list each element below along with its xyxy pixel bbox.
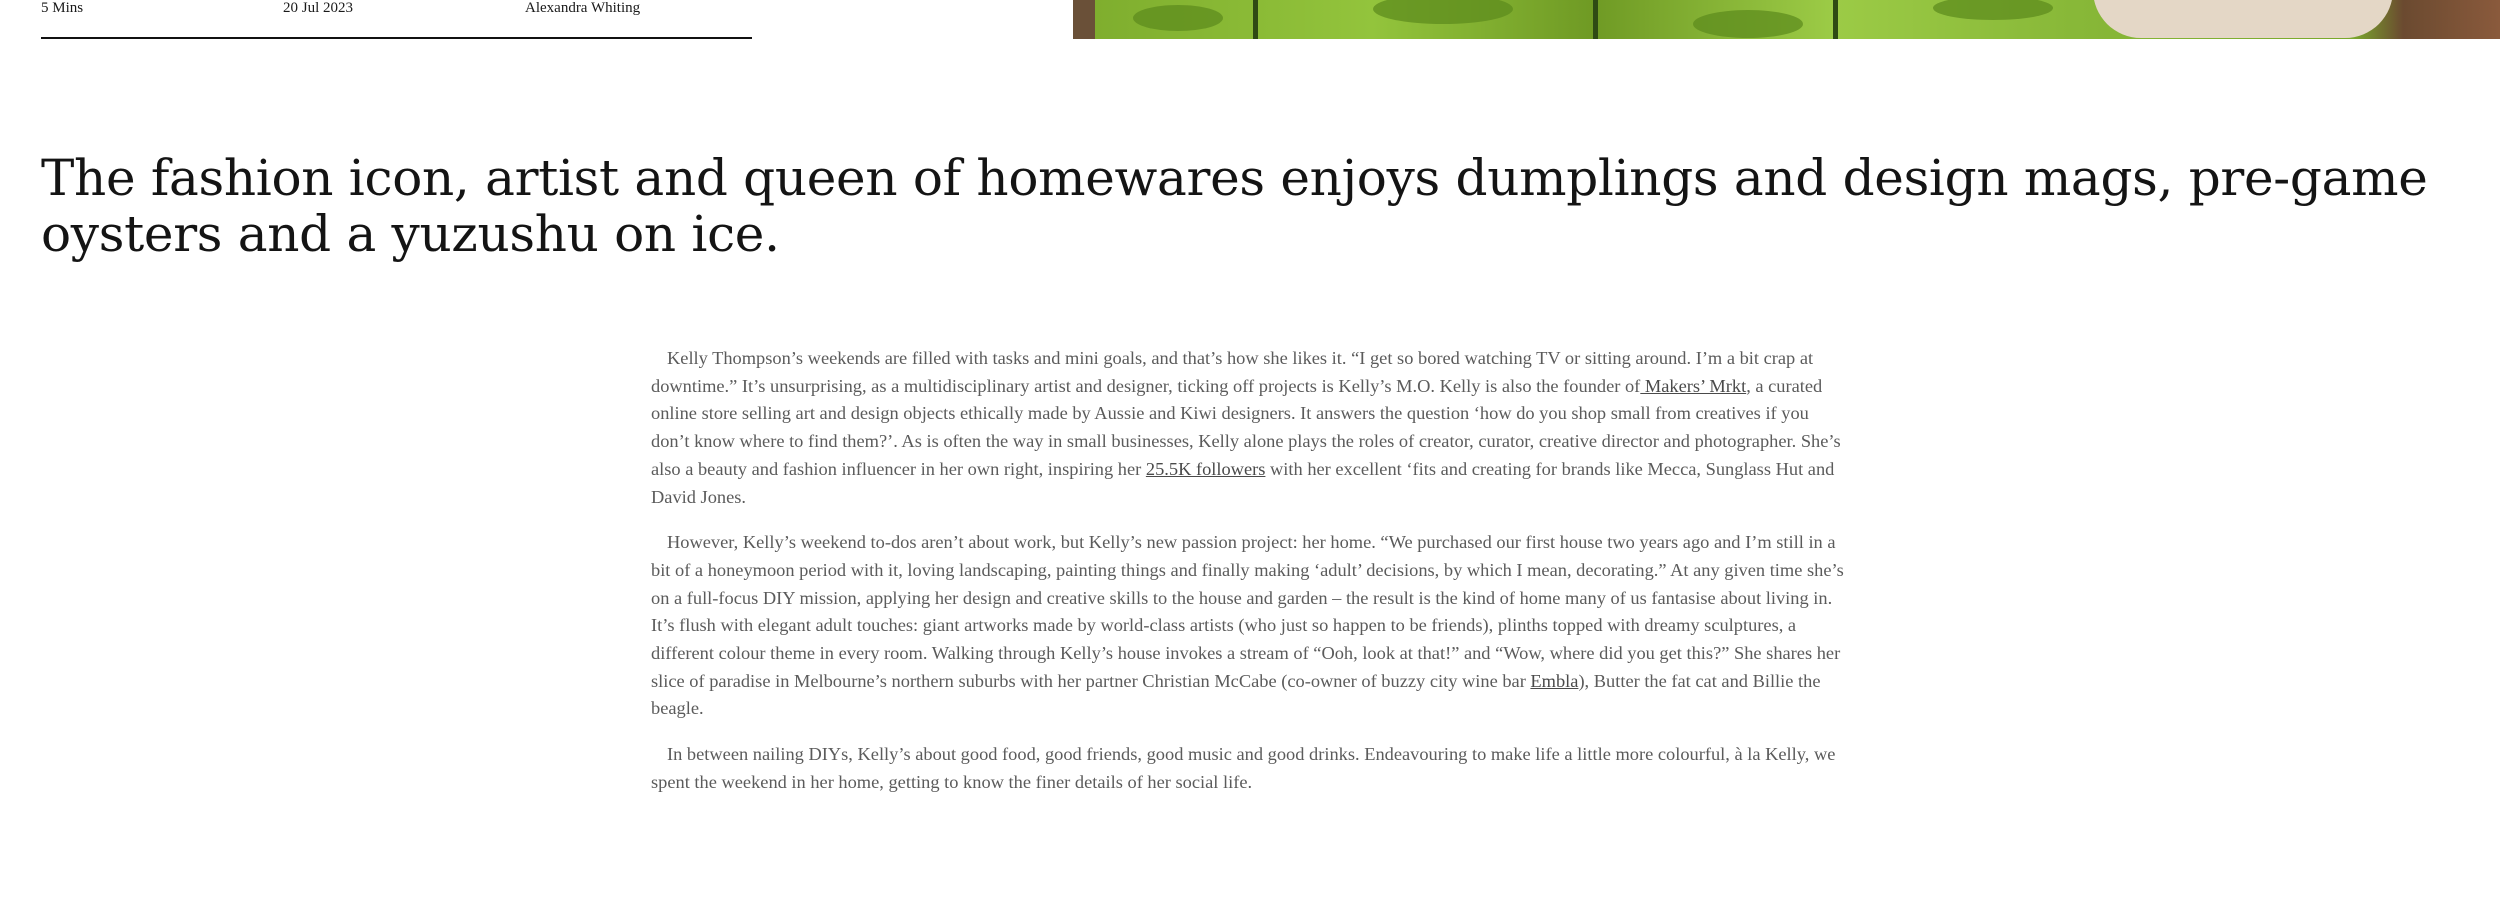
hero-image-detail — [1833, 0, 1838, 39]
hero-image-detail — [1593, 0, 1598, 39]
author-name: Alexandra Whiting — [525, 0, 641, 16]
hero-image-detail — [1373, 0, 1513, 24]
paragraph-text: However, Kelly’s weekend to-dos aren’t about work, but Kelly’s new passion project: her home. “We purchased our first house two years ago and I’m still in a bit of a honeymoon period with it, loving landscaping, painting things and finally making ‘adult’ decisions, by which I mean, decorating.” At any given time she’s on a full-focus DIY mission, applying her design and creative skills to the house and garden – the result is the kind of home many of us fantasise about living in. It’s flush with elegant adult touches: giant artworks made by world-class artists (who just so happen to be friends), plinths topped with dreamy sculptures, a different colour theme in every room. Walking through Kelly’s house invokes a stream of “Ooh, look at that!” and “Wow, where did you get this?” She shares her slice of paradise in Melbourne’s northern suburbs with her partner Christian McCabe (co-owner of buzzy city wine bar — [651, 532, 1844, 691]
makers-mrkt-link[interactable]: Makers’ Mrkt — [1640, 375, 1747, 396]
article-headline: The fashion icon, artist and queen of homewares enjoys dumplings and design mags, pre-game oysters and a yuzushu on ice. — [41, 149, 2428, 263]
publish-date: 20 Jul 2023 — [283, 0, 354, 16]
hero-image-detail — [1133, 5, 1223, 31]
article-meta-row — [41, 0, 752, 39]
article-paragraph: In between nailing DIYs, Kelly’s about good food, good friends, good music and good drinks. Endeavouring to make life a little more colourful, à la Kelly, we spent the weekend in her home, getting to know the finer details of her social life. — [651, 744, 1836, 792]
article-paragraph — [651, 529, 1849, 723]
paragraph-text: , a curated online store selling art and design objects ethically made by Aussie and Kiwi designers. It answers the question ‘how do you shop small from creatives if you don’t know where to find them?’. As is often the way in small businesses, Kelly alone plays the roles of creator, curator, creative director and photographer. She’s also a beauty and fashion influencer in her own right, inspiring her — [651, 375, 1841, 479]
hero-image-detail — [1253, 0, 1258, 39]
paragraph-text: with her excellent ‘fits and creating for brands like Mecca, Sunglass Hut and David Jones. — [651, 458, 1835, 507]
article-paragraph — [651, 345, 1849, 511]
paragraph-text: ), Butter the fat cat and Billie the beagle. — [651, 670, 1821, 719]
paragraph-text: Kelly Thompson’s weekends are filled with tasks and mini goals, and that’s how she likes it. “I get so bored watching TV or sitting around. I’m a bit crap at downtime.” It’s unsurprising, as a multidisciplinary artist and designer, ticking off projects is Kelly’s M.O. Kelly is also the founder of — [651, 348, 1814, 396]
hero-image-detail — [1693, 10, 1803, 38]
followers-link[interactable]: 25.5K followers — [1145, 458, 1266, 479]
embla-link[interactable]: Embla — [1530, 670, 1579, 691]
article-body — [651, 345, 1849, 815]
hero-image-detail — [1933, 0, 2053, 20]
read-time: 5 Mins — [41, 0, 84, 16]
hero-image-plate — [2093, 0, 2393, 38]
hero-image — [1073, 0, 2500, 39]
